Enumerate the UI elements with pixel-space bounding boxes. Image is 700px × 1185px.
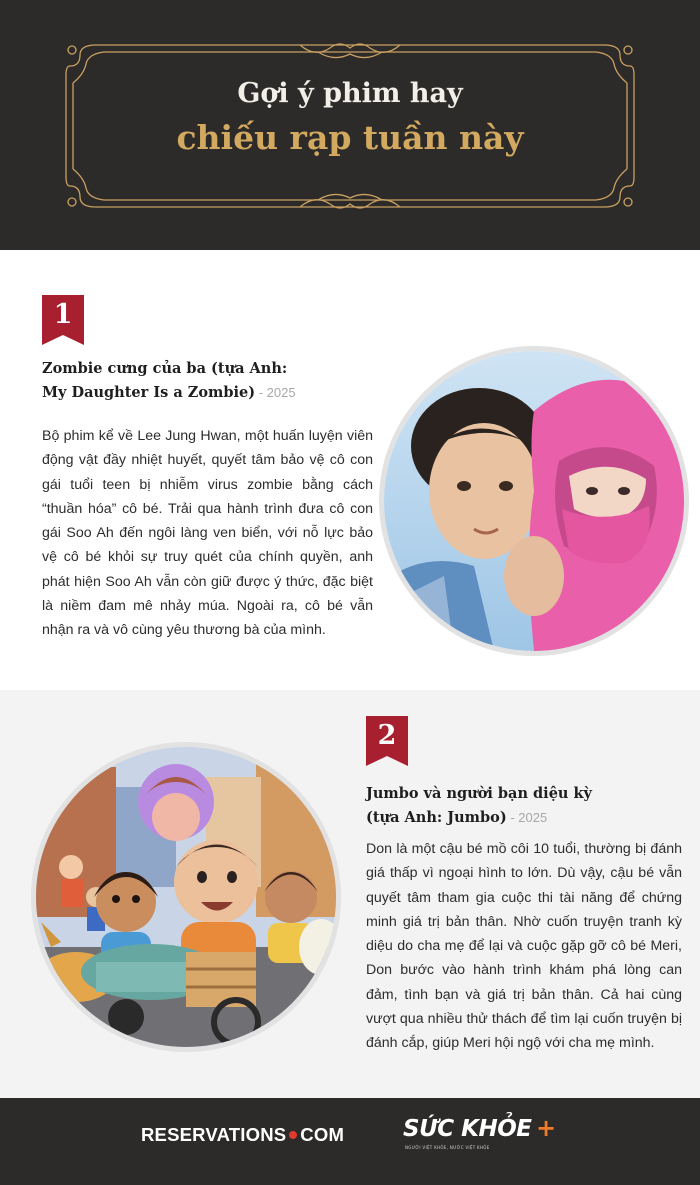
animated-movie-poster-icon [36,747,336,1047]
suckhoe-logo-name: SỨC KHỎE [403,1116,532,1142]
footer-bar [0,1098,700,1185]
plus-icon: + [536,1114,557,1142]
poster-photo-1 [379,346,689,656]
page-title-line1: Gợi ý phim hay [237,78,463,109]
number-badge-2 [366,716,408,766]
movie-title-1 [42,357,342,405]
badge-number: 2 [377,720,397,751]
movie-title-line1: Jumbo và người bạn diệu kỳ [366,785,592,802]
movie-poster-photo-icon [384,351,684,651]
number-badge-1 [42,295,84,345]
suckhoe-logo[interactable] [403,1114,557,1156]
badge-number: 1 [53,299,73,330]
movie-year: - 2025 [506,810,548,825]
movie-description-2: Don là một cậu bé mồ côi 10 tuổi, thường bị đánh giá thấp vì ngoại hình to lớn. Dù vậy, cậu bé vẫn quyết tâm tham gia cuộc thi tài năng để chứng minh giá trị bản thân. Nhờ cuốn truyện tranh kỳ diệu do cha mẹ để lại và cuộc gặp gỡ cô bé Meri, Don bước vào hành trình khám phá lòng can đảm, tình bạn và giá trị bản thân. Cả hai cùng vượt qua nhiều thử thách để tìm lại cuốn truyện bị đánh cắp, giúp Meri hội ngộ với cha mẹ mình. [366,841,682,1052]
movie-title-line2: My Daughter Is a Zombie) [42,384,256,401]
suckhoe-tagline: NGƯỜI VIỆT KHỎE, NƯỚC VIỆT KHỎE [405,1145,490,1150]
reservations-logo-right: COM [300,1124,345,1145]
reservations-logo[interactable] [141,1124,344,1146]
page-title-line2: chiếu rạp tuần này [176,118,524,157]
reservations-logo-left: RESERVATIONS [141,1124,287,1145]
movie-year: - 2025 [255,385,296,400]
movie-title-line2: (tựa Anh: Jumbo) [366,809,507,826]
red-dot-icon [289,1131,297,1139]
movie-title-2 [366,782,666,830]
movie-description-1: Bộ phim kể về Lee Jung Hwan, một huấn luyện viên động vật đầy nhiệt huyết, quyết tâm bảo vệ cô con gái tuổi teen bị nhiễm virus zombie bằng cách “thuần hóa” cô bé. Trải qua hành trình đưa cô con gái Soo Ah đến ngôi làng ven biển, với nỗ lực bảo vệ cô bé khỏi sự truy quét của chính quyền, anh phát hiện Soo Ah vẫn còn giữ được ý thức, đặc biệt là niềm đam mê nhảy múa. Ngoài ra, cô bé vẫn nhận ra và vô cùng yêu thương bà của mình. [42,428,373,639]
poster-photo-2 [31,742,341,1052]
header-banner [0,0,700,250]
movie-title-line1: Zombie cưng của ba (tựa Anh: [42,360,288,377]
